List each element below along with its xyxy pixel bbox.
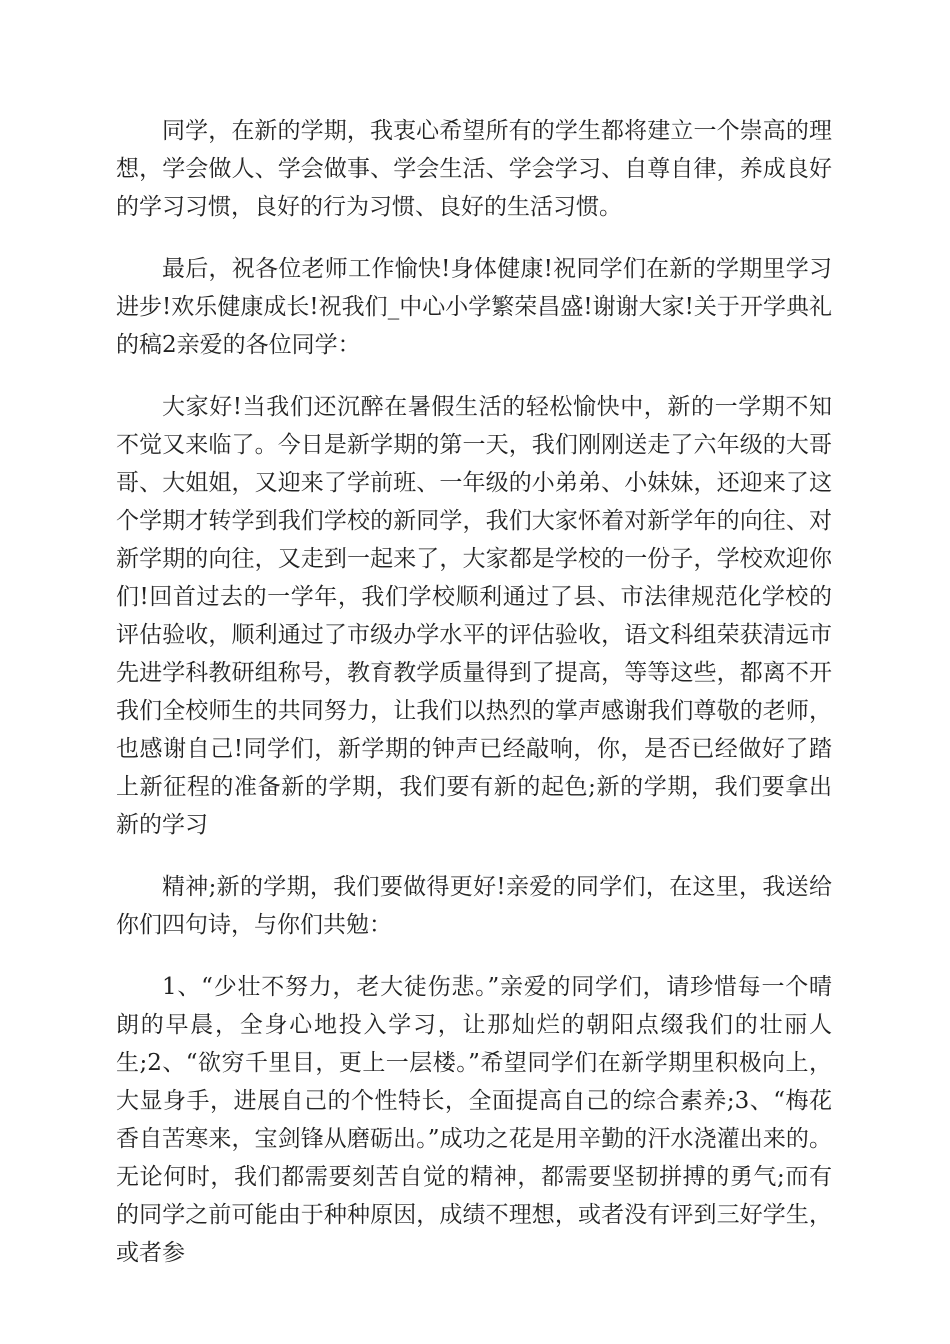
paragraph-1: 同学，在新的学期，我衷心希望所有的学生都将建立一个崇高的理想，学会做人、学会做事、学会生活、学会学习、自尊自律，养成良好的学习习惯，良好的行为习惯、良好的生活习惯。 [116,118,832,220]
paragraph-2: 最后，祝各位老师工作愉快!身体健康!祝同学们在新的学期里学习进步!欢乐健康成长!祝我们_中心小学繁荣昌盛!谢谢大家!关于开学典礼的稿2亲爱的各位同学： [116,256,832,358]
paragraph-4: 精神;新的学期，我们要做得更好!亲爱的同学们，在这里，我送给你们四句诗，与你们共勉： [116,874,832,938]
document-body [116,112,832,1296]
paragraph-5: 1、“少壮不努力，老大徒伤悲。”亲爱的同学们，请珍惜每一个晴朗的早晨，全身心地投入学习，让那灿烂的朝阳点缀我们的壮丽人生;2、“欲穷千里目，更上一层楼。”希望同学们在新学期里积极向上，大显身手，进展自己的个性特长，全面提高自己的综合素养;3、“梅花香自苦寒来，宝剑锋从磨砺出。”成功之花是用辛勤的汗水浇灌出来的。无论何时，我们都需要刻苦自觉的精神，都需要坚韧拼搏的勇气;而有的同学之前可能由于种种原因，成绩不理想，或者没有评到三好学生，或者参 [116,974,832,1266]
paragraph-3: 大家好!当我们还沉醉在暑假生活的轻松愉快中，新的一学期不知不觉又来临了。今日是新学期的第一天，我们刚刚送走了六年级的大哥哥、大姐姐，又迎来了学前班、一年级的小弟弟、小妹妹，还迎来了这个学期才转学到我们学校的新同学，我们大家怀着对新学年的向往、对新学期的向往，又走到一起来了，大家都是学校的一份子，学校欢迎你们!回首过去的一学年，我们学校顺利通过了县、市法律规范化学校的评估验收，顺利通过了市级办学水平的评估验收，语文科组荣获清远市先进学科教研组称号，教育教学质量得到了提高，等等这些，都离不开我们全校师生的共同努力，让我们以热烈的掌声感谢我们尊敬的老师，也感谢自己!同学们，新学期的钟声已经敲响，你，是否已经做好了踏上新征程的准备新的学期，我们要有新的起色;新的学期，我们要拿出新的学习 [116,394,832,838]
